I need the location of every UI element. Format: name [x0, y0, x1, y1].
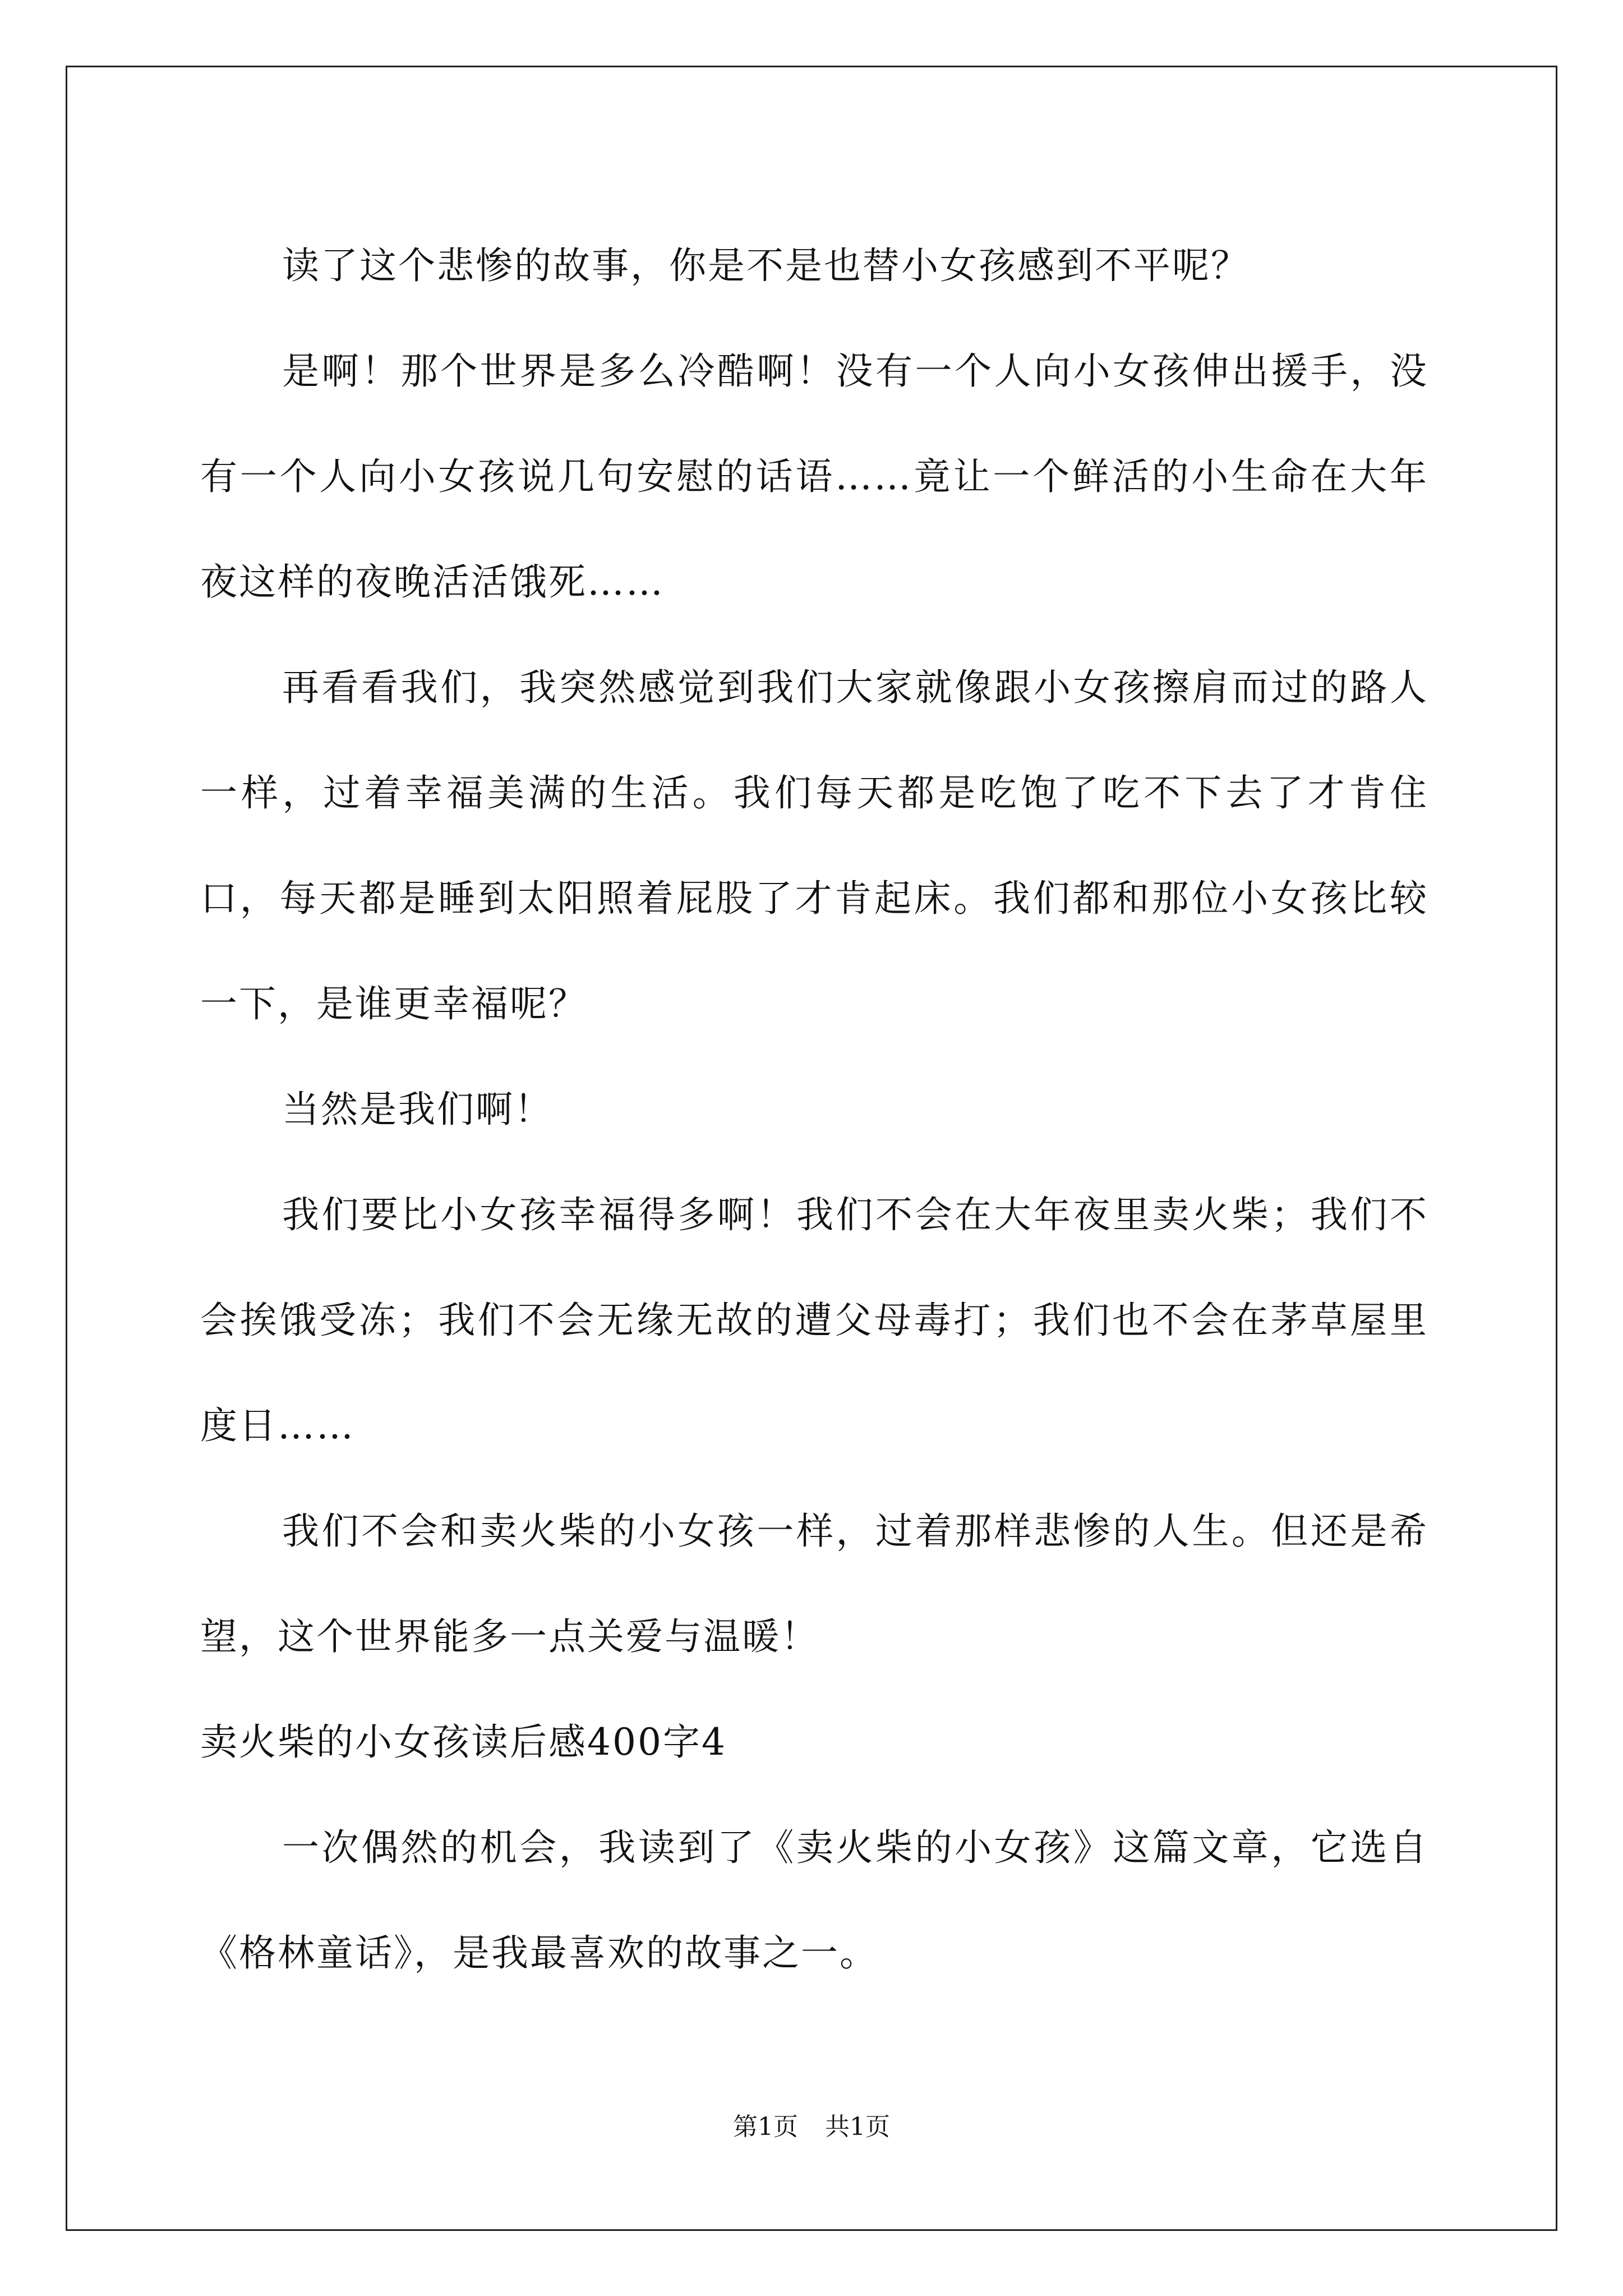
paragraph-3: 再看看我们，我突然感觉到我们大家就像跟小女孩擦肩而过的路人一样，过着幸福美满的生活。我们每天都是吃饱了吃不下去了才肯住口，每天都是睡到太阳照着屁股了才肯起床。我们都和那位小女孩比较一下，是谁更幸福呢？: [200, 666, 1428, 1025]
section-heading: 卖火柴的小女孩读后感400字4: [200, 1720, 727, 1764]
page-count: 共1页: [825, 2113, 890, 2141]
page-footer: [0, 2110, 1623, 2144]
document-body: [200, 213, 1428, 2006]
paragraph-5: 我们要比小女孩幸福得多啊！我们不会在大年夜里卖火柴；我们不会挨饿受冻；我们不会无缘无故的遭父母毒打；我们也不会在茅草屋里度日……: [200, 1193, 1428, 1447]
page-number: 第1页: [733, 2113, 798, 2141]
paragraph-6: 我们不会和卖火柴的小女孩一样，过着那样悲惨的人生。但还是希望，这个世界能多一点关爱与温暖！: [200, 1510, 1428, 1658]
paragraph-4: 当然是我们啊！: [282, 1088, 553, 1131]
paragraph-2: 是啊！那个世界是多么冷酷啊！没有一个人向小女孩伸出援手，没有一个人向小女孩说几句安慰的话语……竟让一个鲜活的小生命在大年夜这样的夜晚活活饿死……: [200, 349, 1428, 604]
paragraph-7: 一次偶然的机会，我读到了《卖火柴的小女孩》这篇文章，它选自《格林童话》，是我最喜欢的故事之一。: [200, 1826, 1428, 1975]
paragraph-1: 读了这个悲惨的故事，你是不是也替小女孩感到不平呢？: [282, 244, 1249, 287]
